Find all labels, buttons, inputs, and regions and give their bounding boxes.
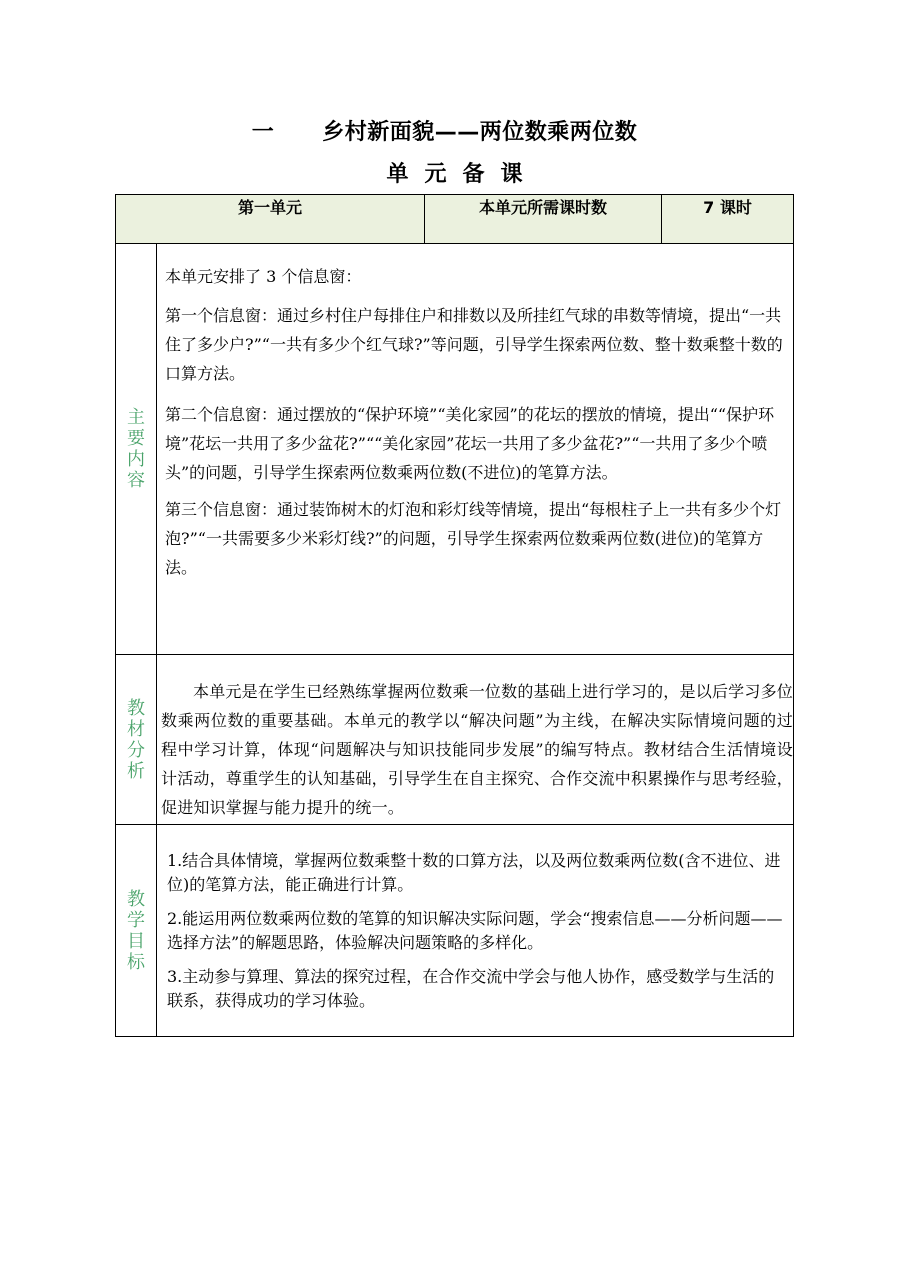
material-analysis-body: [157, 655, 794, 825]
label-char: 析: [127, 760, 145, 782]
document-subtitle: 单元备课: [386, 162, 539, 187]
info-window-1: 第一个信息窗：通过乡村住户每排住户和排数以及所挂红气球的串数等情境，提出“一共住了多少户?”“一共有多少个红气球?”等问题，引导学生探索两位数、整十数乘整十数的口算方法。: [165, 306, 783, 383]
label-char: 内: [127, 449, 145, 470]
material-analysis-label: [116, 655, 157, 825]
label-char: 教: [127, 697, 145, 719]
lesson-plan-table: [115, 194, 794, 1037]
document-title: [0, 116, 909, 150]
main-content-row: [116, 244, 794, 655]
label-char: 分: [127, 739, 145, 761]
label-char: 标: [127, 951, 145, 973]
label-char: 教: [127, 888, 145, 910]
main-content-body: [157, 244, 794, 655]
title-number: 一: [251, 120, 275, 145]
info-window-2: 第二个信息窗：通过摆放的“保护环境”“美化家园”的花坛的摆放的情境，提出““保护环境”花坛一共用了多少盆花?”““美化家园”花坛一共用了多少盆花?”“一共用了多少个喷头”的问题，引导学生探索两位数乘两位数(不进位)的笔算方法。: [165, 405, 775, 482]
material-analysis-row: [116, 655, 794, 825]
main-content-intro: 本单元安排了 3 个信息窗：: [165, 267, 362, 286]
label-char: 材: [127, 718, 145, 740]
label-char: 要: [127, 428, 145, 449]
label-char: 容: [127, 470, 145, 491]
info-window-3: 第三个信息窗：通过装饰树木的灯泡和彩灯线等情境，提出“每根柱子上一共有多少个灯泡?”“一共需要多少米彩灯线?”的问题，引导学生探索两位数乘两位数(进位)的笔算方法。: [165, 500, 782, 577]
material-analysis-text: 本单元是在学生已经熟练掌握两位数乘一位数的基础上进行学习的，是以后学习多位数乘两位数的重要基础。本单元的教学以“解决问题”为主线，在解决实际情境问题的过程中学习计算，体现“问题解决与知识技能同步发展”的编写特点。教材结合生活情境设计活动，尊重学生的认知基础，引导学生在自主探究、合作交流中积累操作与思考经验，促进知识掌握与能力提升的统一。: [161, 682, 794, 817]
teaching-goal-3: 3.主动参与算理、算法的探究过程，在合作交流中学会与他人协作，感受数学与生活的联系，获得成功的学习体验。: [167, 967, 775, 1010]
label-char: 目: [127, 930, 145, 952]
teaching-goal-1: 1.结合具体情境，掌握两位数乘整十数的口算方法，以及两位数乘两位数(含不进位、进位)的笔算方法，能正确进行计算。: [167, 851, 781, 894]
table-header-row: [116, 195, 794, 244]
main-content-label: [116, 244, 157, 655]
label-char: 学: [127, 909, 145, 931]
label-char: 主: [127, 407, 145, 428]
teaching-goal-2: 2.能运用两位数乘两位数的笔算的知识解决实际问题，学会“搜索信息——分析问题——选择方法”的解题思路，体验解决问题策略的多样化。: [167, 909, 783, 952]
teaching-goals-label: [116, 825, 157, 1037]
unit-cell: 第一单元: [116, 195, 425, 244]
teaching-goals-row: [116, 825, 794, 1037]
hours-label-cell: 本单元所需课时数: [425, 195, 662, 244]
title-text: 乡村新面貌——两位数乘两位数: [322, 120, 638, 145]
hours-value-cell: 7 课时: [662, 195, 794, 244]
teaching-goals-body: [157, 825, 794, 1037]
